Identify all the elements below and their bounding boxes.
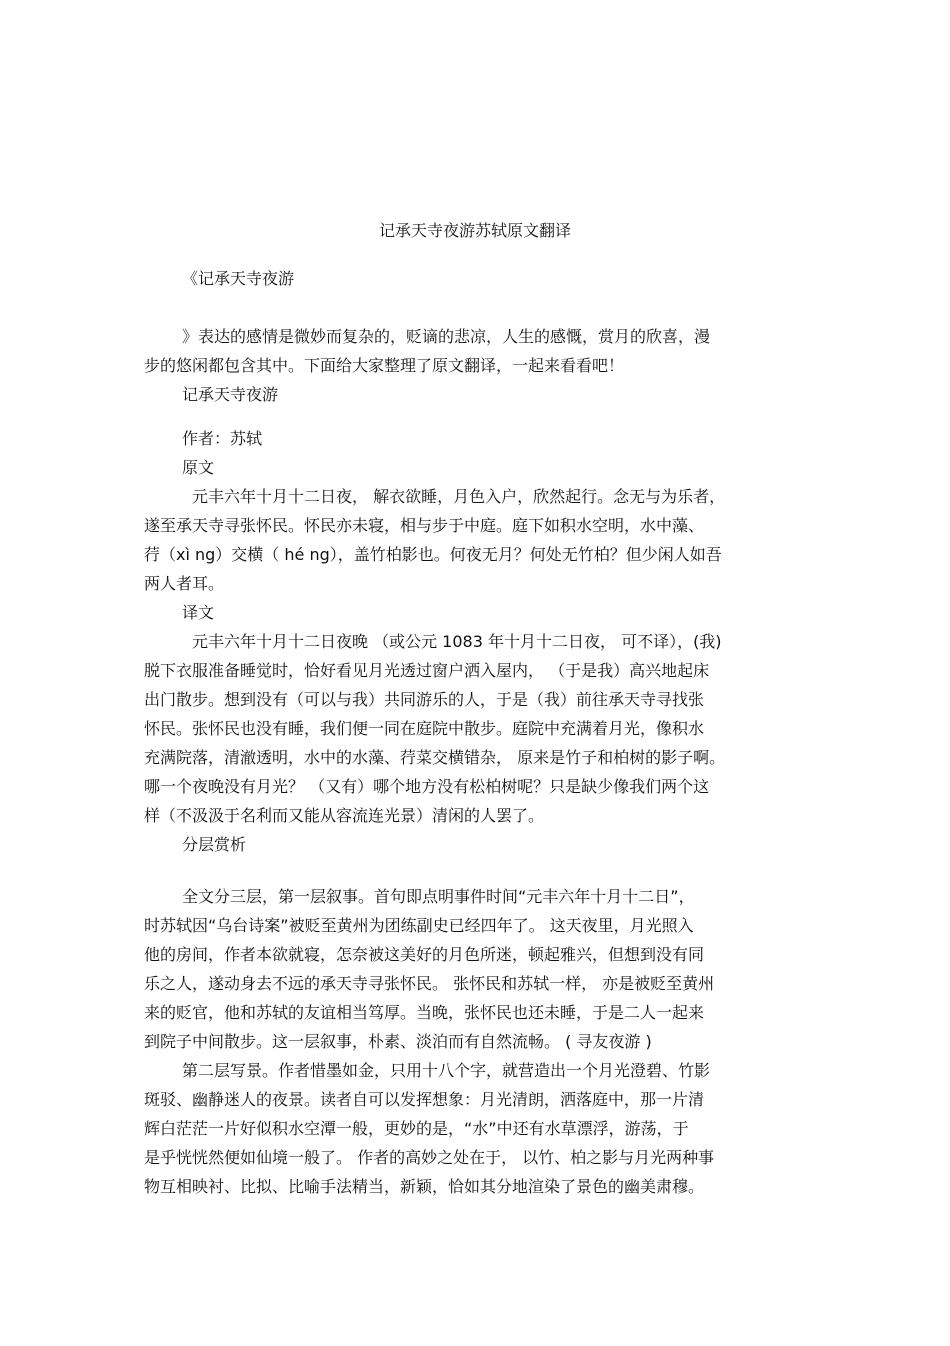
original-line: 遂至承天寺寻张怀民。怀民亦未寝，相与步于中庭。庭下如积水空明，水中藻、 xyxy=(144,516,705,535)
original-line: 元丰六年十月十二日夜， 解衣欲睡，月色入户，欣然起行。念无与为乐者， xyxy=(192,487,726,506)
translation-line: 出门散步。想到没有（可以与我）共同游乐的人，于是（我）前往承天寺寻找张 xyxy=(144,690,705,709)
document-title: 记承天寺夜游苏轼原文翻译 xyxy=(378,221,571,240)
analysis-line: 斑驳、幽静迷人的夜景。读者自可以发挥想象：月光清朗，洒落庭中，那一片清 xyxy=(144,1090,705,1109)
analysis-line: 全文分三层，第一层叙事。首句即点明事件时间“元丰六年十月十二日”， xyxy=(182,887,695,906)
analysis-line: 他的房间，作者本欲就寝，怎奈被这美好的月色所迷，顿起雅兴，但想到没有同 xyxy=(144,945,705,964)
analysis-line: 辉白茫茫一片好似积水空潭一般，更妙的是，“水”中还有水草漂浮，游荡，于 xyxy=(144,1119,689,1138)
analysis-line: 到院子中间散步。这一层叙事，朴素、淡泊而有自然流畅。 ( 寻友夜游 ) xyxy=(144,1032,652,1051)
original-line: 荇（xì ng）交横（ hé ng），盖竹柏影也。何夜无月？何处无竹柏？但少闲人如吾 xyxy=(144,545,722,564)
original-heading: 原文 xyxy=(182,458,215,477)
translation-line: 哪一个夜晚没有月光？ （又有）哪个地方没有松柏树呢？只是缺少像我们两个这 xyxy=(144,777,710,796)
translation-line: 样（不汲汲于名利而又能从容流连光景）清闲的人罢了。 xyxy=(144,806,545,825)
analysis-line: 乐之人，遂动身去不远的承天寺寻张怀民。 张怀民和苏轼一样， 亦是被贬至黄州 xyxy=(144,974,715,993)
analysis-line: 物互相映衬、比拟、比喻手法精当，新颖，恰如其分地渲染了景色的幽美肃穆。 xyxy=(144,1177,705,1196)
author-line: 作者：苏轼 xyxy=(182,429,263,448)
analysis-line: 第二层写景。作者惜墨如金，只用十八个字，就营造出一个月光澄碧、竹影 xyxy=(182,1061,711,1080)
intro-line: 《记承天寺夜游 xyxy=(182,269,295,288)
original-line: 两人者耳。 xyxy=(144,574,225,593)
translation-line: 脱下衣服准备睡觉时，恰好看见月光透过窗户洒入屋内， （于是我）高兴地起床 xyxy=(144,661,710,680)
document-body xyxy=(144,264,824,1201)
translation-heading: 译文 xyxy=(182,603,215,622)
analysis-line: 时苏轼因“乌台诗案”被贬至黄州为团练副史已经四年了。 这天夜里，月光照入 xyxy=(144,916,694,935)
translation-line: 充满院落，清澈透明，水中的水藻、荇菜交横错杂， 原来是竹子和柏树的影子啊。 xyxy=(144,748,726,767)
analysis-line: 来的贬官，他和苏轼的友谊相当笃厚。当晚，张怀民也还未睡，于是二人一起来 xyxy=(144,1003,705,1022)
intro-line: 》表达的感情是微妙而复杂的，贬谪的悲凉，人生的感慨，赏月的欣喜，漫 xyxy=(182,327,711,346)
poem-title: 记承天寺夜游 xyxy=(182,385,279,404)
intro-line: 步的悠闲都包含其中。下面给大家整理了原文翻译，一起来看看吧！ xyxy=(144,356,625,375)
analysis-heading: 分层赏析 xyxy=(182,835,247,854)
translation-line: 怀民。张怀民也没有睡，我们便一同在庭院中散步。庭院中充满着月光，像积水 xyxy=(144,719,705,738)
analysis-line: 是乎恍恍然便如仙境一般了。 作者的高妙之处在于， 以竹、柏之影与月光两种事 xyxy=(144,1148,715,1167)
translation-line: 元丰六年十月十二日夜晚 （或公元 1083 年十月十二日夜， 可不译），(我) xyxy=(192,632,722,651)
